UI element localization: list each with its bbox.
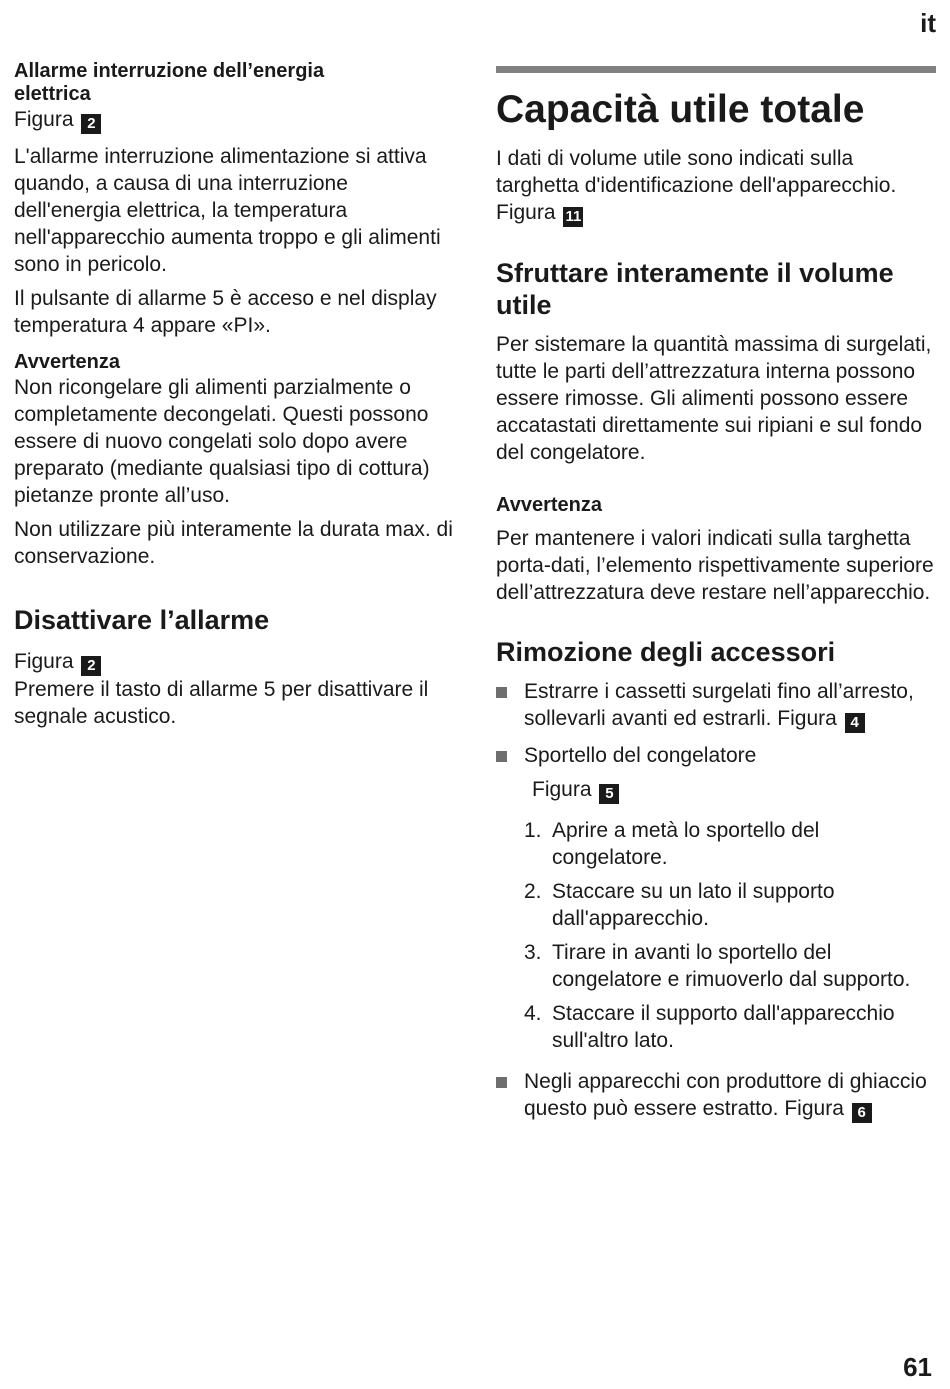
step-text: Aprire a metà lo sportello del congelatore. — [552, 819, 820, 869]
figure-reference — [14, 648, 454, 676]
step-number: 2. — [524, 880, 542, 903]
figure-number-badge: 4 — [845, 713, 865, 733]
figure-label: Figura — [14, 650, 74, 673]
step-number: 3. — [524, 941, 542, 964]
figure-label: Figura — [532, 778, 592, 801]
figure-number-badge: 11 — [563, 207, 583, 227]
figure-label: Figura — [14, 108, 74, 131]
warning-paragraph-2: Non utilizzare più interamente la durata max. di conservazione. — [14, 518, 453, 568]
volume-paragraph: Per sistemare la quantità massima di surgelati, tutte le parti dell’attrezzatura interna possono essere rimosse. Gli alimenti possono essere accatastati direttamente sui ripiani e sul fondo del congelatore. — [496, 333, 932, 464]
capacity-heading: Capacità utile totale — [496, 88, 865, 131]
capacity-paragraph — [496, 145, 936, 227]
warning-paragraph-1: Non ricongelare gli alimenti parzialmente o completamente decongelati. Questi possono essere di nuovo congelati solo dopo avere preparato (mediante qualsiasi tipo di cottura) pietanze pronte all’uso. — [14, 376, 430, 507]
step-item — [524, 878, 936, 932]
figure-number-badge: 5 — [599, 784, 619, 804]
alarm-paragraph-2: Il pulsante di allarme 5 è acceso e nel display temperatura 4 appare «PI». — [14, 287, 437, 337]
figure-reference — [14, 106, 454, 134]
figure-label: Figura — [496, 201, 556, 224]
step-number: 4. — [524, 1002, 542, 1025]
figure-number-badge: 6 — [852, 1103, 872, 1123]
removal-heading: Rimozione degli accessori — [496, 637, 836, 667]
figure-number-badge: 2 — [81, 114, 101, 134]
step-text: Tirare in avanti lo sportello del congelatore e rimuoverlo dal supporto. — [552, 941, 911, 991]
figure-label: Figura — [784, 1097, 844, 1120]
steps-list — [496, 817, 936, 1054]
step-item — [524, 817, 936, 871]
bullet-text: Sportello del congelatore — [524, 744, 757, 767]
right-column — [496, 60, 936, 1123]
capacity-text: I dati di volume utile sono indicati sulla targhetta d'identificazione dell'apparecchio. — [496, 147, 897, 197]
figure-label: Figura — [777, 707, 837, 730]
step-number: 1. — [524, 819, 542, 842]
page-number: 61 — [903, 1352, 932, 1382]
figure-reference — [524, 776, 936, 804]
step-item — [524, 939, 936, 993]
list-item — [496, 678, 936, 733]
section-rule — [496, 66, 936, 73]
warning-paragraph: Per mantenere i valori indicati sulla targhetta porta-dati, l’elemento rispettivamente superiore dell’attrezzatura deve restare nell’apparecchio. — [496, 527, 934, 604]
step-text: Staccare il supporto dall'apparecchio sull'altro lato. — [552, 1002, 895, 1052]
step-item — [524, 1000, 936, 1054]
disable-alarm-heading: Disattivare l’allarme — [14, 605, 270, 635]
alarm-paragraph-1: L'allarme interruzione alimentazione si attiva quando, a causa di una interruzione dell'energia elettrica, la temperatura nell'apparecchio aumenta troppo e gli alimenti sono in pericolo. — [14, 145, 441, 276]
warning-heading: Avvertenza — [14, 351, 120, 373]
list-item — [496, 742, 936, 804]
language-tag: it — [920, 8, 936, 38]
alarm-heading: Allarme interruzione dell’energia elettrica — [14, 60, 325, 105]
volume-heading: Sfruttare interamente il volume utile — [496, 258, 894, 320]
step-text: Staccare su un lato il supporto dall'apparecchio. — [552, 880, 835, 930]
bullet-text: Estrarre i cassetti surgelati fino all’arresto, sollevarli avanti ed estrarli. — [524, 680, 914, 730]
warning-heading: Avvertenza — [496, 494, 602, 516]
list-item — [496, 1068, 936, 1123]
disable-alarm-paragraph: Premere il tasto di allarme 5 per disattivare il segnale acustico. — [14, 678, 429, 728]
figure-number-badge: 2 — [81, 656, 101, 676]
left-column — [14, 60, 454, 730]
bullet-text: Negli apparecchi con produttore di ghiaccio questo può essere estratto. — [524, 1070, 927, 1120]
